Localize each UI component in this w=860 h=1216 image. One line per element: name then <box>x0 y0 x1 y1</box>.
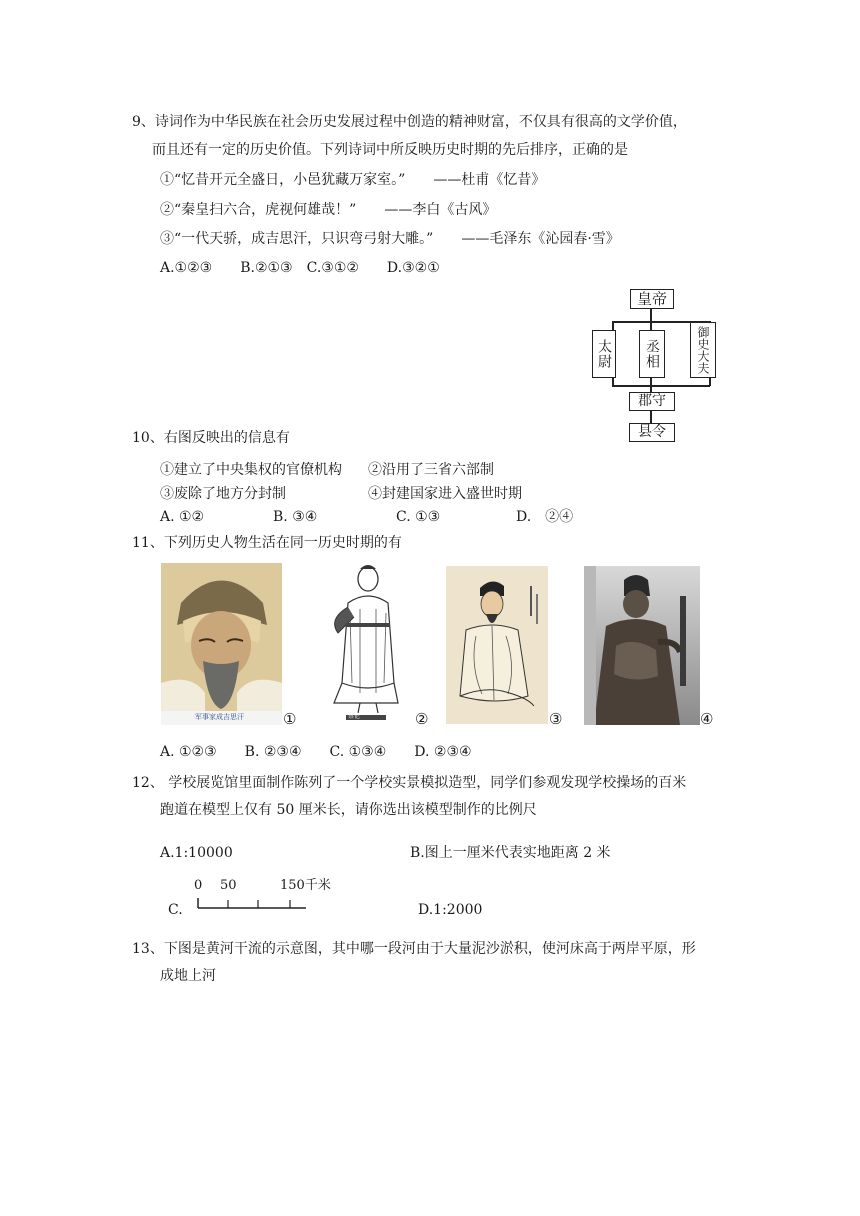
connector <box>612 385 710 387</box>
scale-bar-graphic <box>194 894 314 914</box>
org-county: 县令 <box>629 423 675 442</box>
portrait-1-number: ① <box>283 710 297 728</box>
portrait-1-caption: 军事家成吉思汗 <box>195 713 244 721</box>
q9-stem-line2: 而且还有一定的历史价值。下列诗词中所反映历史时期的先后排序，正确的是 <box>152 142 628 158</box>
portrait-genghis-khan <box>161 563 282 725</box>
q10-option-d: D. ②④ <box>516 509 574 525</box>
q12-option-a: A.1:10000 <box>160 845 233 861</box>
portrait-3-number: ③ <box>549 710 563 728</box>
org-commandery: 郡守 <box>629 392 675 411</box>
q12-option-c: C. <box>168 902 183 918</box>
q10-option-a: A. ①② <box>160 509 205 525</box>
connector <box>650 376 652 392</box>
portrait-ink-painting <box>446 566 548 724</box>
q12-option-b: B.图上一厘米代表实地距离 2 米 <box>410 845 611 861</box>
org-censor: 御史大夫 <box>690 322 716 378</box>
org-chart <box>582 286 722 446</box>
q9-item-2: ②“秦皇扫六合，虎视何雄哉！” ——李白《古风》 <box>160 202 497 218</box>
org-emperor: 皇帝 <box>630 289 674 309</box>
q12-stem-line1: 12、 学校展览馆里面制作陈列了一个学校实景模拟造型，同学们参观发现学校操场的百米 <box>132 775 687 791</box>
scale-label-0: 0 <box>194 878 203 893</box>
portrait-2-number: ② <box>415 710 429 728</box>
portrait-4-number: ④ <box>700 710 714 728</box>
portrait-line-drawing <box>320 563 412 725</box>
q13-stem-line1: 13、下图是黄河干流的示意图，其中哪一段河由于大量泥沙淤积，使河床高于两岸平原，形 <box>132 941 696 957</box>
q10-statement-1: ①建立了中央集权的官僚机构 <box>160 462 342 478</box>
q9-item-1: ①“忆昔开元全盛日，小邑犹藏万家室。” ——杜甫《忆昔》 <box>160 172 546 188</box>
scale-label-150: 150千米 <box>280 878 331 893</box>
q11-options: A. ①②③ B. ②③④ C. ①③④ D. ②③④ <box>160 744 472 760</box>
q11-stem: 11、下列历史人物生活在同一历史时期的有 <box>132 535 402 551</box>
q10-option-c: C. ①③ <box>396 509 441 525</box>
scale-label-50: 50 <box>220 878 237 893</box>
q9-stem-line1: 9、诗词作为中华民族在社会历史发展过程中创造的精神财富，不仅具有很高的文学价值， <box>132 114 687 130</box>
q10-option-b: B. ③④ <box>273 509 318 525</box>
connector <box>650 308 652 322</box>
org-chancellor: 丞相 <box>639 330 665 378</box>
q10-statement-2: ②沿用了三省六部制 <box>368 462 494 478</box>
q10-statement-3: ③废除了地方分封制 <box>160 486 286 502</box>
org-taiwei: 太尉 <box>592 330 616 378</box>
portrait-statue <box>584 566 700 725</box>
q10-stem: 10、右图反映出的信息有 <box>132 430 290 446</box>
q10-statement-4: ④封建国家进入盛世时期 <box>368 486 522 502</box>
q12-stem-line2: 跑道在模型上仅有 50 厘米长，请你选出该模型制作的比例尺 <box>160 802 537 818</box>
q9-item-3: ③“一代天骄，成吉思汗，只识弯弓射大雕。” ——毛泽东《沁园春·雪》 <box>160 231 620 247</box>
portrait-2-caption: 蔡伦 <box>348 713 361 720</box>
connector <box>650 410 652 424</box>
q9-options: A.①②③ B.②①③ C.③①② D.③②① <box>160 260 440 276</box>
q13-stem-line2: 成地上河 <box>160 968 216 984</box>
q12-option-d: D.1:2000 <box>418 902 483 918</box>
